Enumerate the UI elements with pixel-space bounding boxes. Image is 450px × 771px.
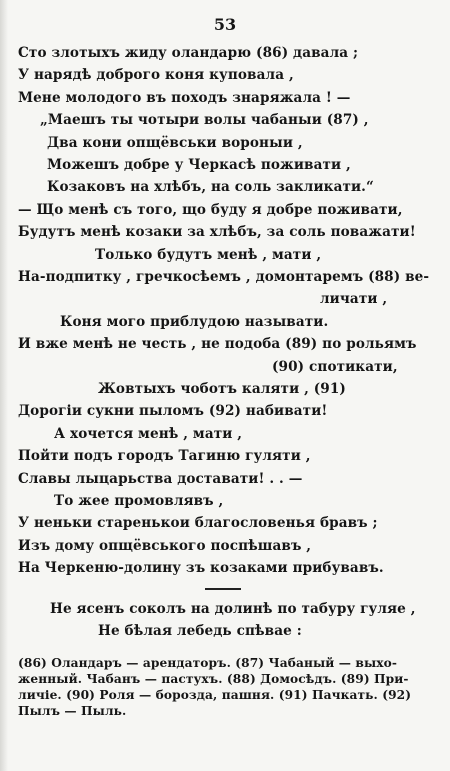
page-number: 53 — [213, 15, 237, 34]
verse-line: Жовтыхъ чоботъ каляти , (91) — [98, 381, 346, 397]
verse-line: То жее промовлявъ , — [54, 493, 224, 509]
verse-line: У неньки старенькои благословенья бравъ ; — [18, 515, 378, 532]
verse-line: На Черкеню-долину зъ козаками прибувавъ. — [18, 560, 384, 577]
verse-line: Сто злотыхъ жиду оландарю (86) давала ; — [18, 45, 359, 61]
verse-line: Два кони опщёвськи вороныи , — [47, 134, 303, 151]
verse-line: Только будутъ менѣ , мати , — [95, 246, 322, 263]
footnote-line: (86) Оландаръ — арендаторъ. (87) Чабаный — выхо- — [18, 656, 398, 671]
verse-line: Пойти подъ городъ Тагиню гуляти , — [18, 448, 311, 465]
verse-line: Можешъ добре у Черкасѣ поживати , — [47, 157, 351, 173]
footnote-line: личіе. (90) Роля — борозда, пашня. (91) Пачкать. (92) — [18, 688, 412, 703]
verse-line: У нарядѣ доброго коня куповала , — [18, 67, 294, 84]
verse-line: Дорогіи сукни пыломъ (92) набивати! — [18, 403, 328, 420]
footnote-line: женный. Чабанъ — пастухъ. (88) Домосѣдъ. (89) При- — [18, 672, 409, 687]
verse-line: личати , — [320, 291, 388, 308]
separator-rule — [205, 588, 241, 590]
second-song-line: Не бѣлая лебедь спѣвае : — [98, 623, 302, 639]
verse-line: Славы лыцарьства доставати! . . — — [18, 470, 303, 487]
verse-line: Будутъ менѣ козаки за хлѣбъ, за соль поважати! — [18, 224, 416, 241]
verse-line: „Маешъ ты чотыри волы чабаныи (87) , — [40, 112, 369, 129]
verse-line: Мене молодого въ походъ знаряжала ! — — [18, 89, 351, 106]
second-song-line: Не ясенъ соколъ на долинѣ по табуру гуляе , — [50, 600, 416, 617]
verse-line: — Що менѣ съ того, що буду я добре поживати, — [18, 201, 403, 218]
verse-line: Изъ дому опщёвського поспѣшавъ , — [18, 537, 312, 554]
page-gutter-shadow — [0, 0, 8, 771]
verse-line: А хочется менѣ , мати , — [54, 425, 243, 442]
verse-line: (90) спотикати, — [272, 358, 398, 375]
verse-line: Козаковъ на хлѣбъ, на соль закликати.“ — [47, 179, 374, 196]
verse-line: И вже менѣ не честь , не подоба (89) по рольямъ — [18, 336, 417, 353]
footnote-line: Пылъ — Пыль. — [18, 704, 127, 719]
verse-line: Коня мого приблудою называти. — [60, 313, 329, 330]
verse-line: На-подпитку , гречкосѣемъ , домонтаремъ (88) ве- — [18, 269, 430, 285]
